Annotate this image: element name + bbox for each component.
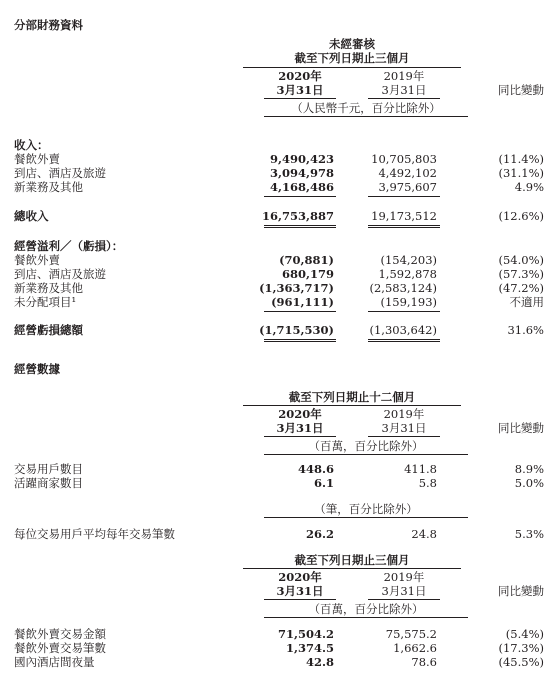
- op-row-change: (54.0%): [498, 253, 544, 267]
- op-col-change: 同比變動: [498, 421, 544, 435]
- col-2019-year: 2019年: [383, 69, 425, 83]
- total-rule-2020-double: [264, 227, 336, 228]
- revenue-row-label: 餐飲外賣: [14, 152, 60, 166]
- q-col-2019-date: 3月31日: [381, 584, 427, 598]
- revenue-row-2020: 4,168,486: [269, 180, 334, 194]
- op-total-rule-2019: [368, 339, 440, 340]
- operating-row-2020: 6.1: [313, 476, 334, 490]
- op-subtotal-rule-2020: [264, 311, 336, 312]
- col-2019-rule: [368, 98, 440, 99]
- quarterly-row-change: (45.5%): [498, 655, 544, 669]
- op-col-2019-year: 2019年: [383, 407, 425, 421]
- op-row-2019: (154,203): [380, 253, 437, 267]
- revenues-title: 收入：: [14, 138, 49, 152]
- q-unit-rule: [264, 617, 468, 618]
- operating-row-2020: 448.6: [297, 462, 334, 476]
- col-2020-year: 2020年: [278, 69, 322, 83]
- quarterly-row-2019: 75,575.2: [385, 627, 437, 641]
- op-row-2020: 680,179: [281, 267, 334, 281]
- operating-row-label: 每位交易用戶平均每年交易筆數: [14, 527, 175, 541]
- operating-row-2019: 24.8: [411, 527, 437, 541]
- quarterly-row-2019: 1,662.6: [393, 641, 437, 655]
- op-row-label: 新業務及其他: [14, 281, 83, 295]
- q-col-2020-rule: [264, 599, 336, 600]
- quarterly-row-change: (5.4%): [505, 627, 544, 641]
- revenue-row-label: 新業務及其他: [14, 180, 83, 194]
- total-revenue-2020: 16,753,887: [261, 209, 334, 223]
- col-2020-rule: [264, 98, 336, 99]
- unit-label: （人民幣千元，百分比除外）: [291, 101, 441, 115]
- operating-row-change: 8.9%: [514, 462, 544, 476]
- revenue-row-2019: 3,975,607: [378, 180, 437, 194]
- op-col-2019-date: 3月31日: [381, 421, 427, 435]
- op-row-change: (47.2%): [498, 281, 544, 295]
- op-row-change: 不適用: [509, 295, 544, 309]
- op-col-2020-rule: [264, 436, 336, 437]
- revenue-row-2020: 3,094,978: [269, 166, 334, 180]
- op-row-2020: (1,363,717): [259, 281, 334, 295]
- quarterly-row-change: (17.3%): [498, 641, 544, 655]
- subtotal-rule-2019: [368, 196, 440, 197]
- revenue-row-change: (11.4%): [498, 152, 544, 166]
- operating-row-2020: 26.2: [305, 527, 334, 541]
- col-change: 同比變動: [498, 83, 544, 97]
- quarterly-row-label: 餐飲外賣交易金額: [14, 627, 106, 641]
- operating-row-label: 活躍商家數目: [14, 476, 83, 490]
- op-row-change: (57.3%): [498, 267, 544, 281]
- unit-rule: [264, 116, 468, 117]
- op-title: 經營溢利／（虧損）：: [14, 239, 124, 253]
- op-row-2019: (159,193): [380, 295, 437, 309]
- op-row-2019: 1,592,878: [378, 267, 437, 281]
- quarterly-row-2020: 1,374.5: [285, 641, 334, 655]
- q-unit-label: （百萬，百分比除外）: [308, 602, 424, 616]
- op-row-label: 到店、酒店及旅遊: [14, 267, 106, 281]
- op-total-2020: (1,715,530): [259, 323, 334, 337]
- op-row-label: 未分配項目¹: [14, 295, 77, 309]
- q-col-change: 同比變動: [498, 584, 544, 598]
- subtotal-rule-2020: [264, 196, 336, 197]
- unit-transactions-rule: [264, 517, 468, 518]
- op-total-change: 31.6%: [507, 323, 544, 337]
- operating-title: 經營數據: [14, 362, 60, 376]
- quarterly-row-2020: 71,504.2: [277, 627, 334, 641]
- op-col-2019-rule: [368, 436, 440, 437]
- quarterly-row-2020: 42.8: [305, 655, 334, 669]
- op-col-2020-year: 2020年: [278, 407, 322, 421]
- revenue-row-label: 到店、酒店及旅遊: [14, 166, 106, 180]
- period-title-unaudited: 未經審核: [329, 37, 375, 51]
- quarterly-row-2019: 78.6: [411, 655, 437, 669]
- total-rule-2020: [264, 225, 336, 226]
- op-row-2020: (70,881): [279, 253, 334, 267]
- col-2020-date: 3月31日: [276, 83, 324, 97]
- q-col-2019-year: 2019年: [383, 570, 425, 584]
- header-rule: [243, 67, 461, 68]
- operating-row-2019: 411.8: [404, 462, 437, 476]
- op-total-label: 經營虧損總額: [14, 323, 83, 337]
- revenue-row-2019: 10,705,803: [371, 152, 437, 166]
- revenue-row-2020: 9,490,423: [269, 152, 334, 166]
- q-col-2020-year: 2020年: [278, 570, 322, 584]
- unit-label-millions: （百萬，百分比除外）: [308, 439, 424, 453]
- total-revenue-2019: 19,173,512: [371, 209, 437, 223]
- revenue-row-2019: 4,492,102: [378, 166, 437, 180]
- op-subtotal-rule-2019: [368, 311, 440, 312]
- revenue-row-change: 4.9%: [514, 180, 544, 194]
- operating-row-2019: 5.8: [418, 476, 437, 490]
- op-row-label: 餐飲外賣: [14, 253, 60, 267]
- operating-row-change: 5.3%: [514, 527, 544, 541]
- op-row-2019: (2,583,124): [369, 281, 437, 295]
- operating-row-label: 交易用戶數目: [14, 462, 83, 476]
- unit-millions-rule: [264, 454, 468, 455]
- total-revenue-change: (12.6%): [498, 209, 544, 223]
- total-rule-2019-double: [368, 227, 440, 228]
- quarterly-period-title: 截至下列日期止三個月: [294, 553, 410, 567]
- quarterly-header-rule: [243, 568, 461, 569]
- q-col-2020-date: 3月31日: [276, 584, 324, 598]
- page-title: 分部財務資料: [14, 18, 83, 32]
- op-row-2020: (961,111): [271, 295, 334, 309]
- total-revenue-label: 總收入: [14, 209, 49, 223]
- operating-row-change: 5.0%: [514, 476, 544, 490]
- op-total-2019: (1,303,642): [369, 323, 437, 337]
- quarterly-row-label: 國內酒店間夜量: [14, 655, 95, 669]
- unit-label-transactions: （筆，百分比除外）: [314, 502, 418, 516]
- op-total-rule-2019-double: [368, 341, 440, 342]
- op-col-2020-date: 3月31日: [276, 421, 324, 435]
- col-2019-date: 3月31日: [381, 83, 427, 97]
- period-title-three-months: 截至下列日期止三個月: [294, 51, 410, 65]
- op-total-rule-2020-double: [264, 341, 336, 342]
- quarterly-row-label: 餐飲外賣交易筆數: [14, 641, 106, 655]
- total-rule-2019: [368, 225, 440, 226]
- operating-header-rule: [243, 405, 461, 406]
- period-title-twelve-months: 截至下列日期止十二個月: [288, 390, 416, 404]
- q-col-2019-rule: [368, 599, 440, 600]
- revenue-row-change: (31.1%): [498, 166, 544, 180]
- op-total-rule-2020: [264, 339, 336, 340]
